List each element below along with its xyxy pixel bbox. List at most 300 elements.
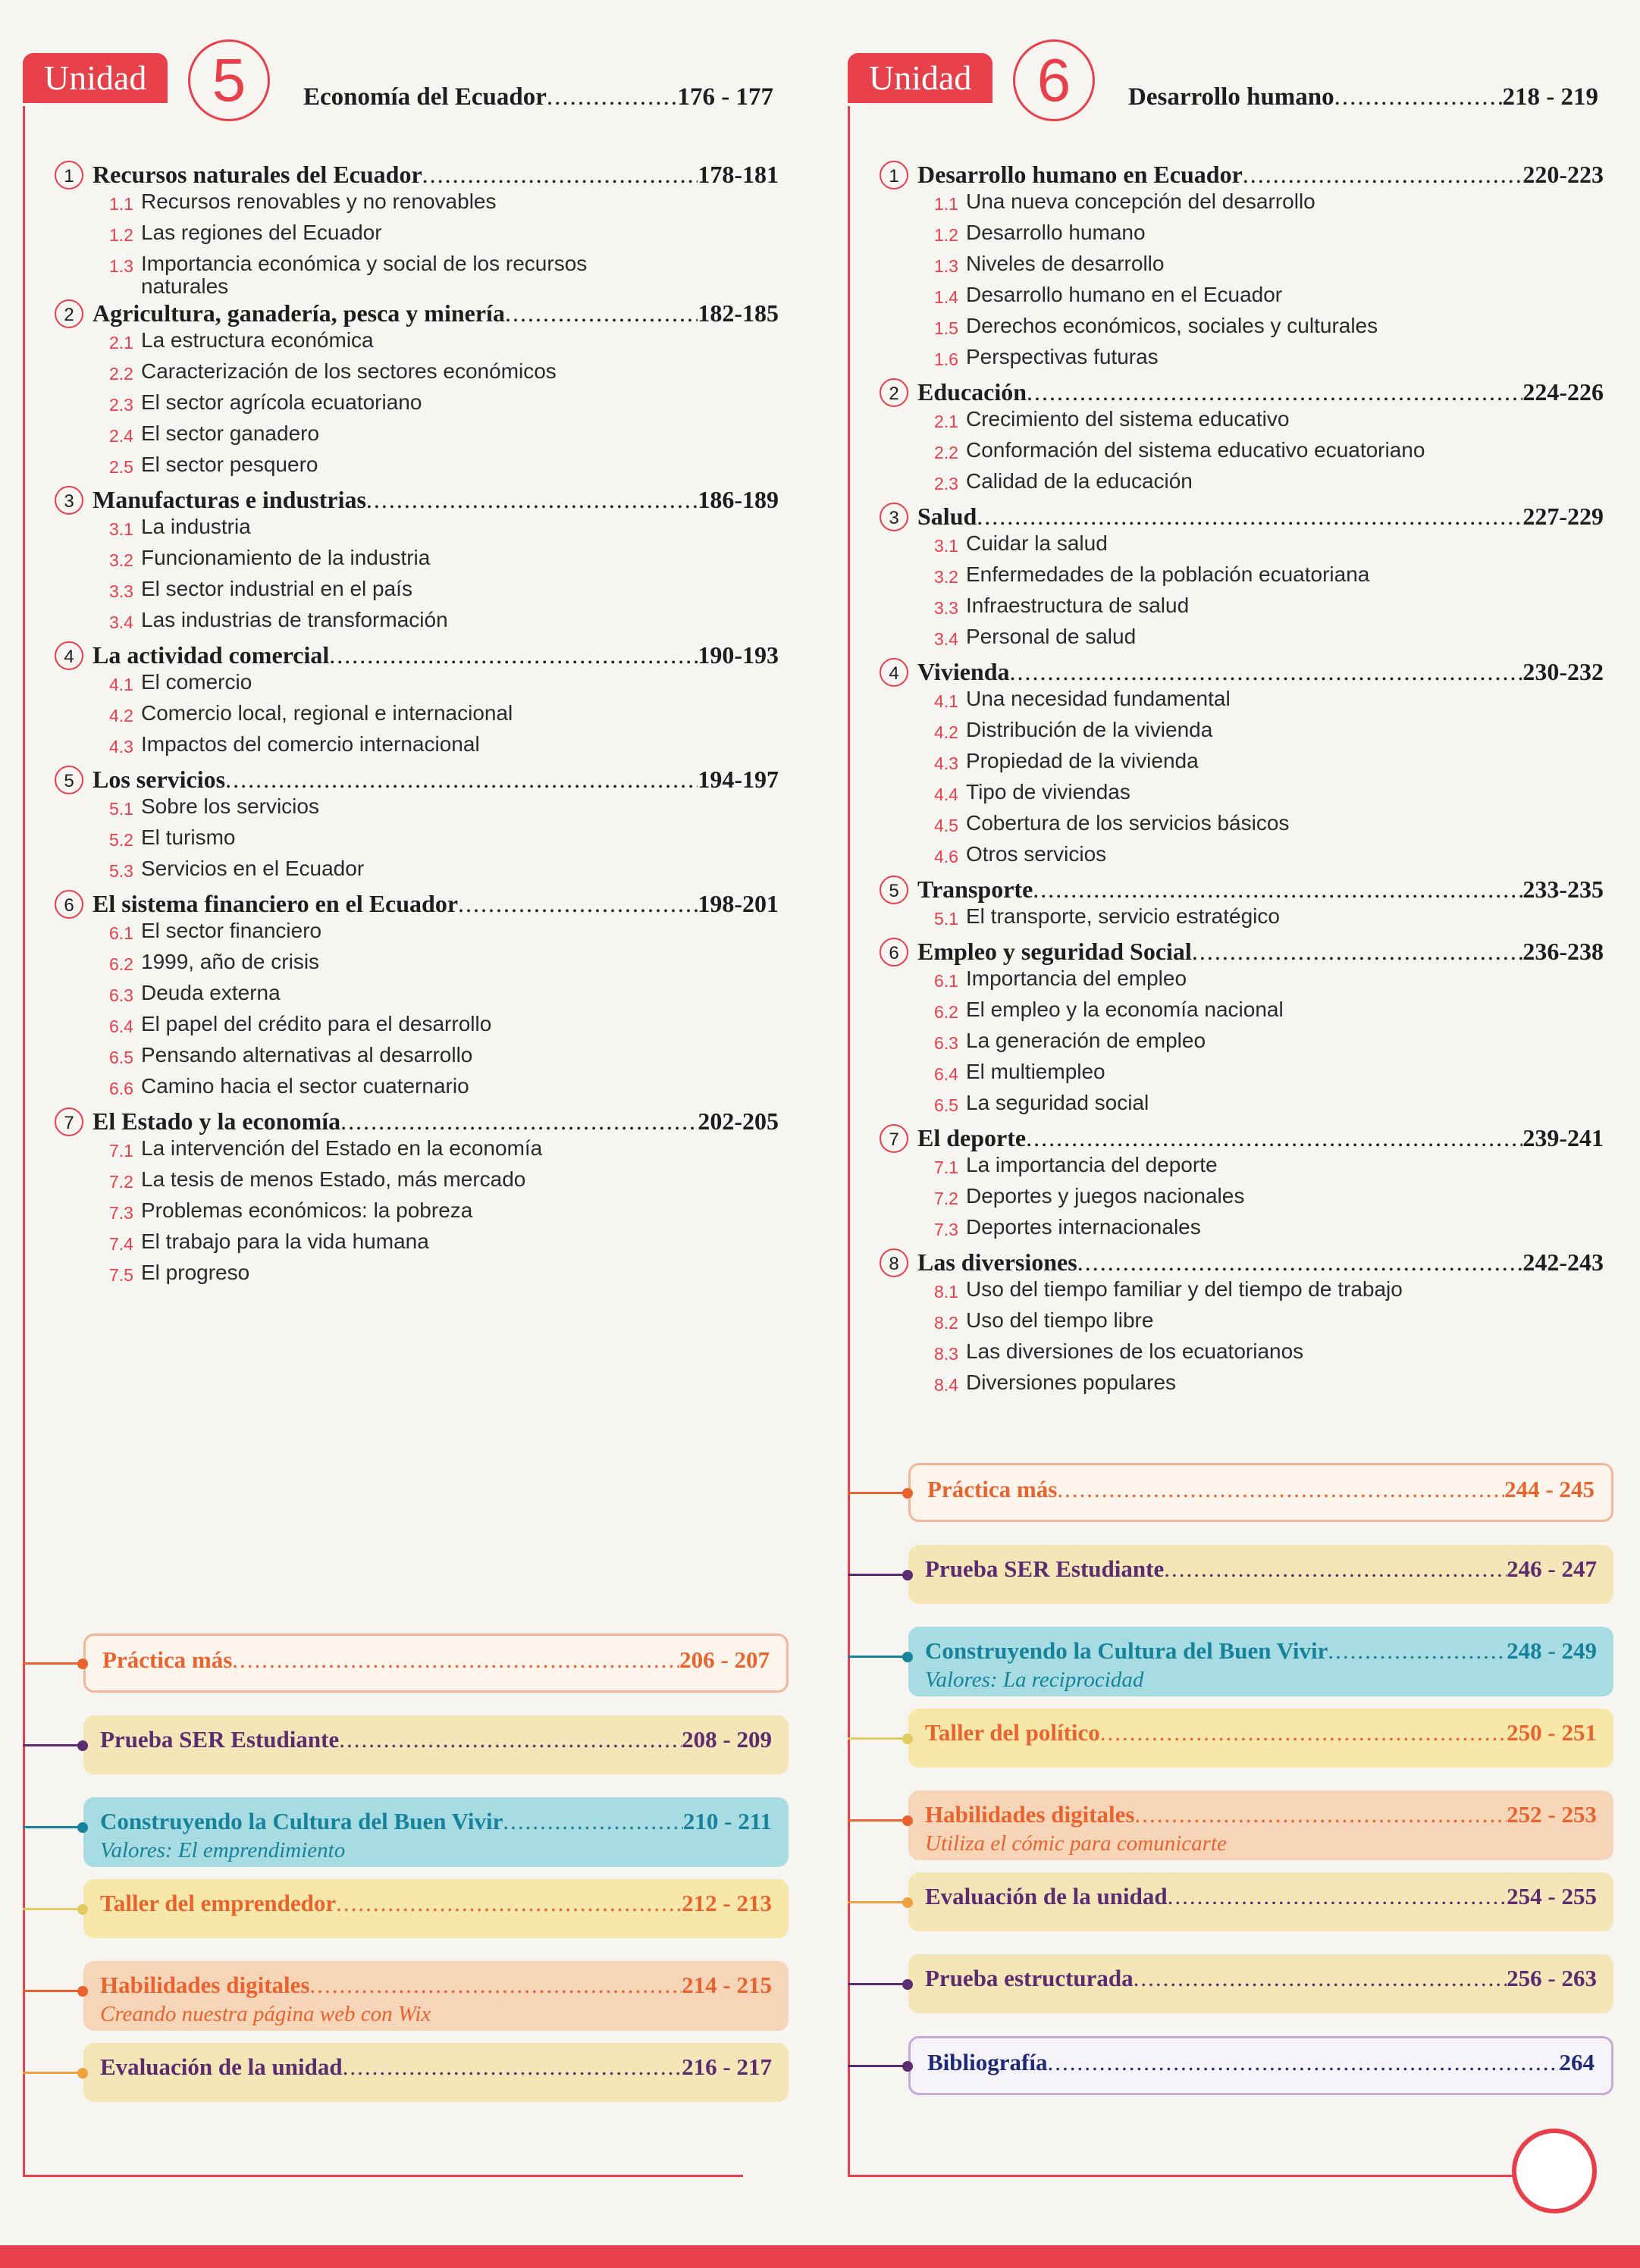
subtopic-label: Problemas económicos: la pobreza — [141, 1198, 473, 1222]
connector-line — [23, 1908, 85, 1910]
topic-label: Manufacturas e industrias — [93, 486, 366, 513]
extra-section-box[interactable] — [908, 1790, 1613, 1860]
toc-subtopic[interactable] — [55, 1230, 779, 1261]
subtopic-label: El progreso — [141, 1261, 250, 1284]
dot-leader — [1192, 938, 1523, 966]
toc-subtopic[interactable] — [55, 190, 779, 221]
topic-pages: 186-189 — [698, 486, 779, 513]
subtopic-label: El transporte, servicio estratégico — [966, 904, 1280, 928]
subtopic-number: 7.4 — [109, 1234, 133, 1254]
unit-tab: Unidad — [848, 53, 992, 103]
topic-pages: 190-193 — [698, 641, 779, 669]
topic-number-badge: 2 — [55, 299, 83, 328]
subtopic-number: 7.1 — [109, 1141, 133, 1161]
toc-subtopic[interactable] — [55, 857, 779, 888]
toc-subtopic[interactable] — [880, 625, 1604, 656]
extra-section-box[interactable] — [83, 1797, 789, 1867]
toc-subtopic[interactable] — [880, 1185, 1604, 1216]
toc-subtopic[interactable] — [55, 1168, 779, 1199]
toc-subtopic[interactable] — [55, 1137, 779, 1168]
topic-number-badge: 4 — [55, 641, 83, 670]
toc-subtopic[interactable] — [55, 360, 779, 391]
extra-section-box[interactable] — [908, 1709, 1613, 1768]
unit-title-line[interactable] — [1128, 83, 1598, 111]
toc-topic[interactable] — [880, 1123, 1604, 1154]
toc-topic[interactable] — [55, 888, 779, 919]
toc-subtopic[interactable] — [880, 284, 1604, 315]
toc-subtopic[interactable] — [55, 826, 779, 857]
subtopic-label: Sobre los servicios — [141, 794, 319, 818]
toc-topic[interactable] — [55, 484, 779, 515]
extra-title-line — [100, 2053, 772, 2081]
subtopic-label: Las industrias de transformación — [141, 608, 448, 631]
subtopic-label: Pensando alternativas al desarrollo — [141, 1043, 473, 1067]
subtopic-label: Las diversiones de los ecuatorianos — [966, 1339, 1304, 1363]
dot-leader — [309, 1972, 682, 1999]
connector-dot — [902, 1652, 913, 1662]
toc-subtopic[interactable] — [55, 1199, 779, 1230]
topic-pages: 202-205 — [698, 1107, 779, 1135]
toc-subtopic[interactable] — [880, 532, 1604, 563]
subtopic-label: Distribución de la vivienda — [966, 718, 1213, 741]
toc-list — [880, 159, 1604, 1402]
subtopic-label: Una necesidad fundamental — [966, 687, 1231, 710]
connector-line — [23, 1744, 85, 1746]
extra-title-line — [925, 1637, 1597, 1665]
toc-subtopic[interactable] — [880, 1309, 1604, 1340]
subtopic-number: 8.1 — [934, 1282, 958, 1302]
extra-pages: 264 — [1559, 2049, 1595, 2075]
toc-subtopic[interactable] — [55, 578, 779, 609]
extra-label: Taller del emprendedor — [100, 1890, 337, 1916]
extra-pages: 254 - 255 — [1507, 1883, 1597, 1909]
connector-line — [848, 2065, 910, 2067]
toc-subtopic[interactable] — [55, 951, 779, 982]
toc-topic[interactable] — [880, 874, 1604, 905]
extra-subtitle: Valores: El emprendimiento — [100, 1838, 346, 1862]
red-bottom-rule — [23, 2175, 743, 2177]
connector-line — [848, 1492, 910, 1494]
subtopic-number: 6.4 — [934, 1064, 958, 1084]
subtopic-number: 1.3 — [109, 256, 133, 276]
toc-subtopic[interactable] — [880, 843, 1604, 874]
subtopic-label: El trabajo para la vida humana — [141, 1230, 429, 1253]
subtopic-number: 1.1 — [934, 194, 958, 214]
subtopic-number: 1.3 — [934, 256, 958, 276]
subtopic-label: El turismo — [141, 825, 236, 849]
subtopic-number: 4.2 — [934, 722, 958, 742]
extra-pages: 212 - 213 — [682, 1890, 772, 1916]
subtopic-label: Caracterización de los sectores económicos — [141, 359, 557, 383]
dot-leader — [366, 486, 698, 514]
extra-section-box[interactable] — [908, 1954, 1613, 2013]
topic-number-badge: 5 — [880, 876, 908, 904]
extra-section-box[interactable] — [908, 1463, 1613, 1522]
extra-label: Construyendo la Cultura del Buen Vivir — [100, 1808, 503, 1834]
dot-leader — [1243, 161, 1523, 189]
dot-leader — [340, 1107, 698, 1136]
toc-subtopic[interactable] — [880, 905, 1604, 936]
subtopic-label: Otros servicios — [966, 842, 1107, 866]
connector-dot — [77, 1904, 88, 1915]
toc-subtopic[interactable] — [880, 719, 1604, 750]
toc-subtopic[interactable] — [880, 1092, 1604, 1123]
subtopic-number: 3.3 — [109, 581, 133, 601]
extra-title-line — [925, 1883, 1597, 1910]
subtopic-label: Desarrollo humano en el Ecuador — [966, 283, 1283, 306]
connector-line — [23, 1826, 85, 1828]
extra-section-box[interactable] — [83, 1715, 789, 1775]
subtopic-label: La seguridad social — [966, 1091, 1149, 1114]
toc-subtopic[interactable] — [880, 1278, 1604, 1309]
toc-subtopic[interactable] — [55, 252, 779, 298]
red-vertical-rule — [23, 106, 25, 2176]
toc-topic[interactable] — [880, 936, 1604, 967]
toc-subtopic[interactable] — [880, 1060, 1604, 1092]
subtopic-number: 3.4 — [109, 612, 133, 632]
toc-subtopic[interactable] — [880, 346, 1604, 377]
toc-subtopic[interactable] — [880, 750, 1604, 781]
subtopic-number: 6.3 — [109, 985, 133, 1005]
extra-pages: 216 - 217 — [682, 2053, 772, 2080]
topic-number-badge: 8 — [880, 1248, 908, 1277]
toc-subtopic[interactable] — [55, 329, 779, 360]
subtopic-label: 1999, año de crisis — [141, 950, 320, 973]
subtopic-label: El sector pesquero — [141, 453, 318, 476]
toc-subtopic[interactable] — [55, 221, 779, 252]
unit-6-header — [848, 45, 1606, 129]
toc-subtopic[interactable] — [880, 1340, 1604, 1371]
connector-line — [848, 1901, 910, 1903]
dot-leader — [1026, 1124, 1522, 1152]
subtopic-number: 6.3 — [934, 1033, 958, 1053]
subtopic-label: Impactos del comercio internacional — [141, 732, 480, 756]
toc-subtopic[interactable] — [880, 1371, 1604, 1402]
extra-title-line — [925, 1719, 1597, 1746]
topic-pages: 182-185 — [698, 299, 779, 327]
extra-section-box[interactable] — [83, 2043, 789, 2102]
toc-topic[interactable] — [880, 501, 1604, 532]
subtopic-number: 3.2 — [109, 550, 133, 570]
dot-leader — [336, 1890, 682, 1917]
subtopic-label: Una nueva concepción del desarrollo — [966, 190, 1315, 213]
connector-dot — [902, 1570, 913, 1580]
dot-leader — [1077, 1248, 1523, 1277]
subtopic-label: Deuda externa — [141, 981, 281, 1004]
extra-label: Habilidades digitales — [100, 1972, 310, 1998]
toc-subtopic[interactable] — [880, 470, 1604, 501]
toc-subtopic[interactable] — [880, 1154, 1604, 1185]
subtopic-label: Importancia del empleo — [966, 966, 1187, 990]
connector-dot — [902, 1979, 913, 1990]
subtopic-number: 5.1 — [109, 799, 133, 819]
subtopic-label: Funcionamiento de la industria — [141, 546, 431, 569]
subtopic-number: 4.2 — [109, 706, 133, 725]
extra-title-line — [925, 1555, 1597, 1583]
subtopic-number: 6.1 — [934, 971, 958, 991]
connector-dot — [77, 2068, 88, 2078]
toc-subtopic[interactable] — [55, 795, 779, 826]
extra-pages: 256 - 263 — [1507, 1965, 1597, 1991]
subtopic-number: 6.5 — [934, 1095, 958, 1115]
toc-subtopic[interactable] — [880, 1029, 1604, 1060]
red-vertical-rule — [848, 106, 850, 2176]
toc-subtopic[interactable] — [880, 781, 1604, 812]
toc-topic[interactable] — [880, 377, 1604, 408]
topic-label: Recursos naturales del Ecuador — [93, 161, 422, 188]
toc-subtopic[interactable] — [880, 594, 1604, 625]
subtopic-number: 4.5 — [934, 816, 958, 835]
dot-leader — [329, 641, 698, 669]
subtopic-label: Perspectivas futuras — [966, 345, 1159, 368]
topic-pages: 233-235 — [1522, 876, 1604, 903]
unit-title-line[interactable] — [303, 83, 773, 111]
toc-topic[interactable] — [880, 159, 1604, 190]
toc-topic[interactable] — [55, 298, 779, 329]
connector-line — [23, 1990, 85, 1992]
topic-label: La actividad comercial — [93, 641, 330, 669]
toc-topic[interactable] — [55, 764, 779, 795]
topic-number-badge: 3 — [55, 486, 83, 515]
subtopic-label: Derechos económicos, sociales y culturales — [966, 314, 1378, 337]
extra-pages: 208 - 209 — [682, 1726, 772, 1753]
extra-title-line — [100, 1726, 772, 1753]
connector-dot — [902, 1897, 913, 1908]
extra-title-line — [100, 1808, 772, 1835]
unit-pages: 176 - 177 — [677, 83, 773, 111]
extra-section-box[interactable] — [83, 1961, 789, 2031]
unit-pages: 218 - 219 — [1502, 83, 1598, 111]
extra-title-line — [100, 1890, 772, 1917]
connector-dot — [902, 1815, 913, 1826]
extra-label: Prueba SER Estudiante — [100, 1726, 340, 1753]
subtopic-number: 5.2 — [109, 830, 133, 850]
topic-number-badge: 1 — [55, 161, 83, 190]
subtopic-label: La industria — [141, 515, 251, 538]
toc-subtopic[interactable] — [55, 453, 779, 484]
subtopic-label: Propiedad de la vivienda — [966, 749, 1199, 772]
toc-subtopic[interactable] — [55, 919, 779, 951]
subtopic-number: 2.5 — [109, 457, 133, 477]
subtopic-label: Cobertura de los servicios básicos — [966, 811, 1290, 835]
toc-subtopic[interactable] — [55, 422, 779, 453]
toc-subtopic[interactable] — [880, 812, 1604, 843]
extra-section-box[interactable] — [908, 1627, 1613, 1696]
extra-pages: 244 - 245 — [1504, 1476, 1595, 1502]
toc-subtopic[interactable] — [880, 408, 1604, 439]
extra-section-box[interactable] — [83, 1879, 789, 1938]
subtopic-label: Desarrollo humano — [966, 221, 1146, 244]
toc-subtopic[interactable] — [55, 609, 779, 640]
toc-subtopic[interactable] — [880, 221, 1604, 252]
subtopic-label: La estructura económica — [141, 328, 374, 352]
dot-leader — [343, 2053, 682, 2081]
toc-subtopic[interactable] — [55, 391, 779, 422]
connector-line — [848, 1737, 910, 1740]
toc-topic[interactable] — [55, 640, 779, 671]
toc-subtopic[interactable] — [55, 1013, 779, 1044]
subtopic-number: 4.1 — [934, 691, 958, 711]
extra-pages: 252 - 253 — [1507, 1801, 1597, 1828]
toc-subtopic[interactable] — [880, 252, 1604, 284]
subtopic-label: El comercio — [141, 670, 252, 694]
toc-subtopic[interactable] — [55, 671, 779, 702]
connector-line — [848, 1983, 910, 1985]
extra-section-box[interactable] — [908, 1872, 1613, 1931]
dot-leader — [1334, 83, 1503, 111]
unit-number-circle: 5 — [188, 39, 270, 121]
dot-leader — [422, 161, 698, 189]
page-corner-circle — [1512, 2129, 1597, 2213]
subtopic-number: 2.4 — [109, 426, 133, 446]
extra-label: Bibliografía — [927, 2049, 1048, 2075]
connector-line — [848, 1574, 910, 1576]
subtopic-label: Deportes internacionales — [966, 1215, 1201, 1239]
subtopic-number: 1.5 — [934, 318, 958, 338]
subtopic-label: Niveles de desarrollo — [966, 252, 1165, 275]
subtopic-number: 6.5 — [109, 1048, 133, 1067]
subtopic-number: 3.4 — [934, 629, 958, 649]
dot-leader — [505, 299, 698, 327]
dot-leader — [1328, 1637, 1507, 1665]
subtopic-number: 7.1 — [934, 1157, 958, 1177]
topic-label: Educación — [917, 378, 1027, 406]
extra-section-box[interactable] — [83, 1634, 789, 1693]
connector-line — [848, 1656, 910, 1658]
bottom-red-band — [0, 2245, 1640, 2268]
subtopic-number: 8.3 — [934, 1344, 958, 1364]
dot-leader — [458, 890, 698, 918]
connector-dot — [77, 1740, 88, 1751]
toc-subtopic[interactable] — [880, 998, 1604, 1029]
extra-label: Práctica más — [927, 1476, 1058, 1502]
subtopic-number: 7.2 — [934, 1189, 958, 1208]
subtopic-label: Deportes y juegos nacionales — [966, 1184, 1245, 1208]
subtopic-label: El sector ganadero — [141, 421, 320, 445]
extra-section-box[interactable] — [908, 2036, 1613, 2095]
extra-label: Prueba estructurada — [925, 1965, 1134, 1991]
subtopic-label: Enfermedades de la población ecuatoriana — [966, 562, 1370, 586]
toc-list — [55, 159, 779, 1292]
connector-line — [23, 1662, 85, 1665]
topic-number-badge: 7 — [880, 1124, 908, 1153]
subtopic-label: Infraestructura de salud — [966, 594, 1190, 617]
toc-topic[interactable] — [55, 1106, 779, 1137]
extra-label: Habilidades digitales — [925, 1801, 1135, 1828]
subtopic-label: Diversiones populares — [966, 1371, 1177, 1394]
dot-leader — [1134, 1965, 1507, 1992]
extra-pages: 250 - 251 — [1507, 1719, 1597, 1746]
subtopic-number: 1.2 — [934, 225, 958, 245]
toc-subtopic[interactable] — [880, 190, 1604, 221]
subtopic-number: 4.6 — [934, 847, 958, 866]
subtopic-label: La importancia del deporte — [966, 1153, 1218, 1176]
extra-title-line — [925, 1801, 1597, 1828]
topic-number-badge: 4 — [880, 658, 908, 687]
topic-label: Empleo y seguridad Social — [917, 938, 1192, 965]
subtopic-number: 4.3 — [109, 737, 133, 757]
topic-number-badge: 6 — [880, 938, 908, 966]
subtopic-label: El multiempleo — [966, 1060, 1105, 1083]
subtopic-label: Comercio local, regional e internacional — [141, 701, 513, 725]
topic-pages: 239-241 — [1522, 1124, 1604, 1151]
dot-leader — [339, 1726, 682, 1753]
toc-subtopic[interactable] — [880, 1216, 1604, 1247]
subtopic-number: 7.3 — [934, 1220, 958, 1239]
dot-leader — [1010, 658, 1523, 686]
subtopic-number: 2.1 — [109, 333, 133, 352]
toc-subtopic[interactable] — [880, 315, 1604, 346]
topic-pages: 194-197 — [698, 766, 779, 793]
toc-topic[interactable] — [880, 1247, 1604, 1278]
extra-title-line — [927, 1476, 1595, 1503]
subtopic-label: La tesis de menos Estado, más mercado — [141, 1167, 526, 1191]
extra-subtitle: Valores: La reciprocidad — [925, 1668, 1144, 1692]
extra-title-line — [925, 1965, 1597, 1992]
unit-title: Economía del Ecuador — [303, 83, 547, 111]
toc-subtopic[interactable] — [55, 1261, 779, 1292]
extra-title-line — [927, 2049, 1595, 2076]
toc-subtopic[interactable] — [880, 688, 1604, 719]
topic-pages: 227-229 — [1522, 503, 1604, 530]
topic-pages: 236-238 — [1522, 938, 1604, 965]
toc-subtopic[interactable] — [880, 967, 1604, 998]
subtopic-number: 3.3 — [934, 598, 958, 618]
subtopic-number: 5.3 — [109, 861, 133, 881]
connector-dot — [77, 1659, 88, 1669]
subtopic-label: Crecimiento del sistema educativo — [966, 407, 1290, 431]
subtopic-label: El papel del crédito para el desarrollo — [141, 1012, 492, 1035]
subtopic-label: Las regiones del Ecuador — [141, 221, 382, 244]
toc-subtopic[interactable] — [55, 1044, 779, 1075]
subtopic-number: 6.1 — [109, 923, 133, 943]
extra-label: Práctica más — [102, 1646, 233, 1673]
subtopic-number: 7.5 — [109, 1265, 133, 1285]
topic-label: Transporte — [917, 876, 1033, 903]
extra-section-box[interactable] — [908, 1545, 1613, 1604]
toc-topic[interactable] — [880, 656, 1604, 688]
extra-label: Evaluación de la unidad — [100, 2053, 343, 2080]
connector-dot — [902, 2061, 913, 2072]
toc-subtopic[interactable] — [55, 515, 779, 547]
subtopic-number: 4.3 — [934, 753, 958, 773]
toc-subtopic[interactable] — [55, 982, 779, 1013]
topic-pages: 198-201 — [698, 890, 779, 917]
toc-topic[interactable] — [55, 159, 779, 190]
subtopic-number: 6.4 — [109, 1017, 133, 1036]
toc-subtopic[interactable] — [55, 702, 779, 733]
toc-subtopic[interactable] — [55, 733, 779, 764]
subtopic-label: Camino hacia el sector cuaternario — [141, 1074, 469, 1098]
extra-subtitle: Utiliza el cómic para comunicarte — [925, 1831, 1227, 1856]
dot-leader — [503, 1808, 683, 1835]
subtopic-number: 8.2 — [934, 1313, 958, 1333]
unit-tab: Unidad — [23, 53, 168, 103]
dot-leader — [1057, 1476, 1504, 1503]
unit-6-column — [848, 45, 1606, 2183]
subtopic-number: 5.1 — [934, 909, 958, 929]
toc-subtopic[interactable] — [880, 439, 1604, 470]
toc-subtopic[interactable] — [55, 1075, 779, 1106]
dot-leader — [232, 1646, 679, 1674]
topic-label: El sistema financiero en el Ecuador — [93, 890, 459, 917]
dot-leader — [1027, 378, 1522, 406]
connector-dot — [902, 1734, 913, 1744]
dot-leader — [1047, 2049, 1559, 2076]
toc-subtopic[interactable] — [55, 547, 779, 578]
toc-subtopic[interactable] — [880, 563, 1604, 594]
subtopic-number: 1.4 — [934, 287, 958, 307]
